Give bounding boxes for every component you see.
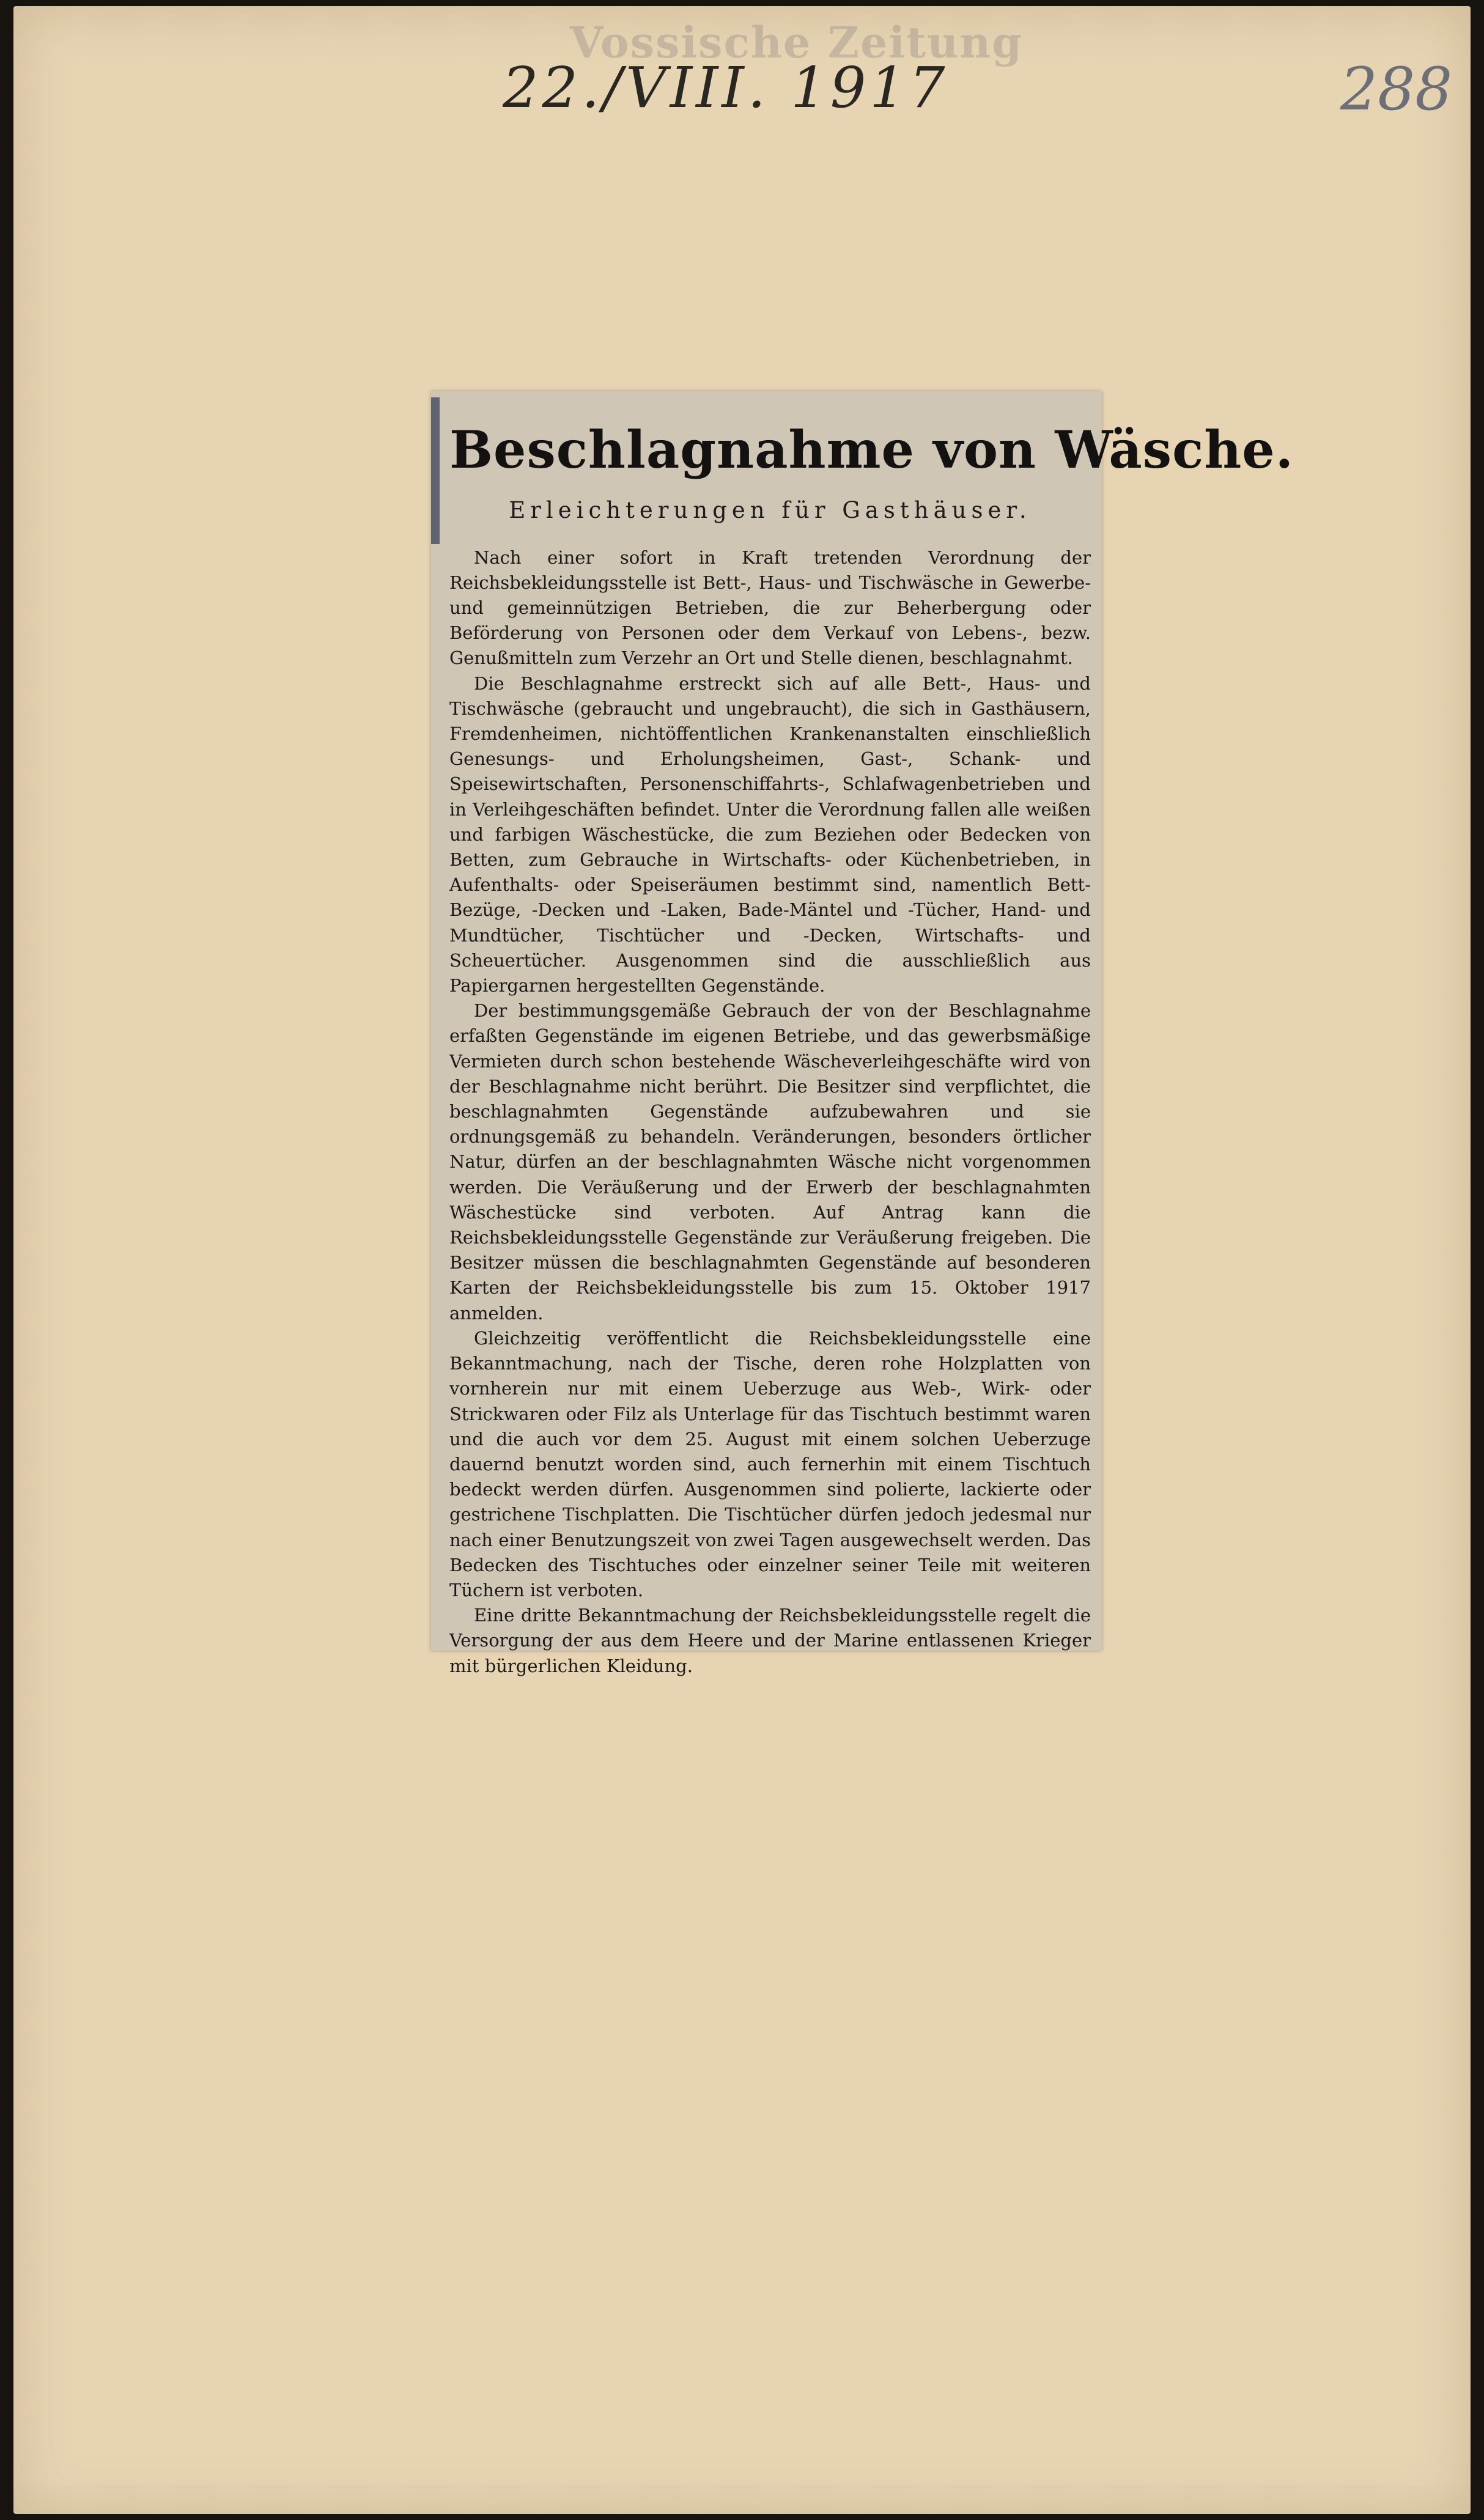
- article-paragraph: Gleichzeitig veröffentlicht die Reichsbekleidungsstelle eine Bekanntmachung, nach der Tische, deren rohe Holzplatten von vornherein nur mit einem Ueberzuge aus Web-, Wirk- oder Strickwaren oder Filz als Unterlage für das Tischtuch bestimmt waren und die auch vor dem 25. August mit einem solchen Ueberzuge dauernd benutzt worden sind, auch fernerhin mit einem Tischtuch bedeckt werden dürfen. Ausgenommen sind polierte, lackierte oder gestrichene Tischplatten. Die Tischtücher dürfen jedoch jedesmal nur nach einer Benutzungszeit von zwei Tagen ausgewechselt werden. Das Bedecken des Tischtuches oder einzelner seiner Teile mit weiteren Tüchern ist verboten.: [449, 1327, 1091, 1601]
- newspaper-stamp: Vossische Zeitung: [570, 17, 1024, 68]
- newspaper-clipping: [431, 391, 1294, 1676]
- article-paragraph: Der bestimmungsgemäße Gebrauch der von der Beschlagnahme erfaßten Gegenstände im eigenen Betriebe, und das gewerbsmäßige Vermieten durch schon bestehende Wäscheverleihgeschäfte wird von der Beschlagnahme nicht berührt. Die Besitzer sind verpflichtet, die beschlagnahmten Gegenstände aufzubewahren und sie ordnungsgemäß zu behandeln. Veränderungen, besonders örtlicher Natur, dürfen an der beschlagnahmten Wäsche nicht vorgenommen werden. Die Veräußerung und der Erwerb der beschlagnahmten Wäschestücke sind verboten. Auf Antrag kann die Reichsbekleidungsstelle Gegenstände zur Veräußerung freigeben. Die Besitzer müssen die beschlagnahmten Gegenstände auf besonderen Karten der Reichsbekleidungsstelle bis zum 15. Oktober 1917 anmelden.: [449, 1000, 1091, 1324]
- article-paragraph: Die Beschlagnahme erstreckt sich auf alle Bett-, Haus- und Tischwäsche (gebraucht und ungebraucht), die sich in Gasthäusern, Fremdenheimen, nichtöffentlichen Krankenanstalten einschließlich Genesungs- und Erholungsheimen, Gast-, Schank- und Speisewirtschaften, Personenschiffahrts-, Schlafwagenbetrieben und in Verleihgeschäften befindet. Unter die Verordnung fallen alle weißen und farbigen Wäschestücke, die zum Beziehen oder Bedecken von Betten, zum Gebrauche in Wirtschafts- oder Küchenbetrieben, in Aufenthalts- oder Speiseräumen bestimmt sind, namentlich Bett-Bezüge, -Decken und -Laken, Bade-Mäntel und -Tücher, Hand- und Mundtücher, Tischtücher und -Decken, Wirtschafts- und Scheuertücher. Ausgenommen sind die ausschließlich aus Papiergarnen hergestellten Gegenstände.: [449, 672, 1091, 997]
- article-headline: Beschlagnahme von Wäsche.: [449, 419, 1294, 480]
- folio-number: 288: [1340, 55, 1453, 123]
- article-subheadline: Erleichterungen für Gasthäuser.: [509, 496, 1032, 523]
- article-paragraph: Nach einer sofort in Kraft tretenden Verordnung der Reichsbekleidungsstelle ist Bett-, Haus- und Tischwäsche in Gewerbe- und gemeinnützigen Betrieben, die zur Beherbergung oder Beförderung von Personen oder dem Verkauf von Lebens-, bezw. Genußmitteln zum Verzehr an Ort und Stelle dienen, beschlagnahmt.: [449, 547, 1091, 669]
- article-paragraph: Eine dritte Bekanntmachung der Reichsbekleidungsstelle regelt die Versorgung der aus dem Heere und der Marine entlassenen Krieger mit bürgerlichen Kleidung.: [449, 1605, 1091, 1676]
- archive-sheet: [13, 6, 1471, 2514]
- handwritten-date: 22./VIII. 1917: [503, 55, 949, 120]
